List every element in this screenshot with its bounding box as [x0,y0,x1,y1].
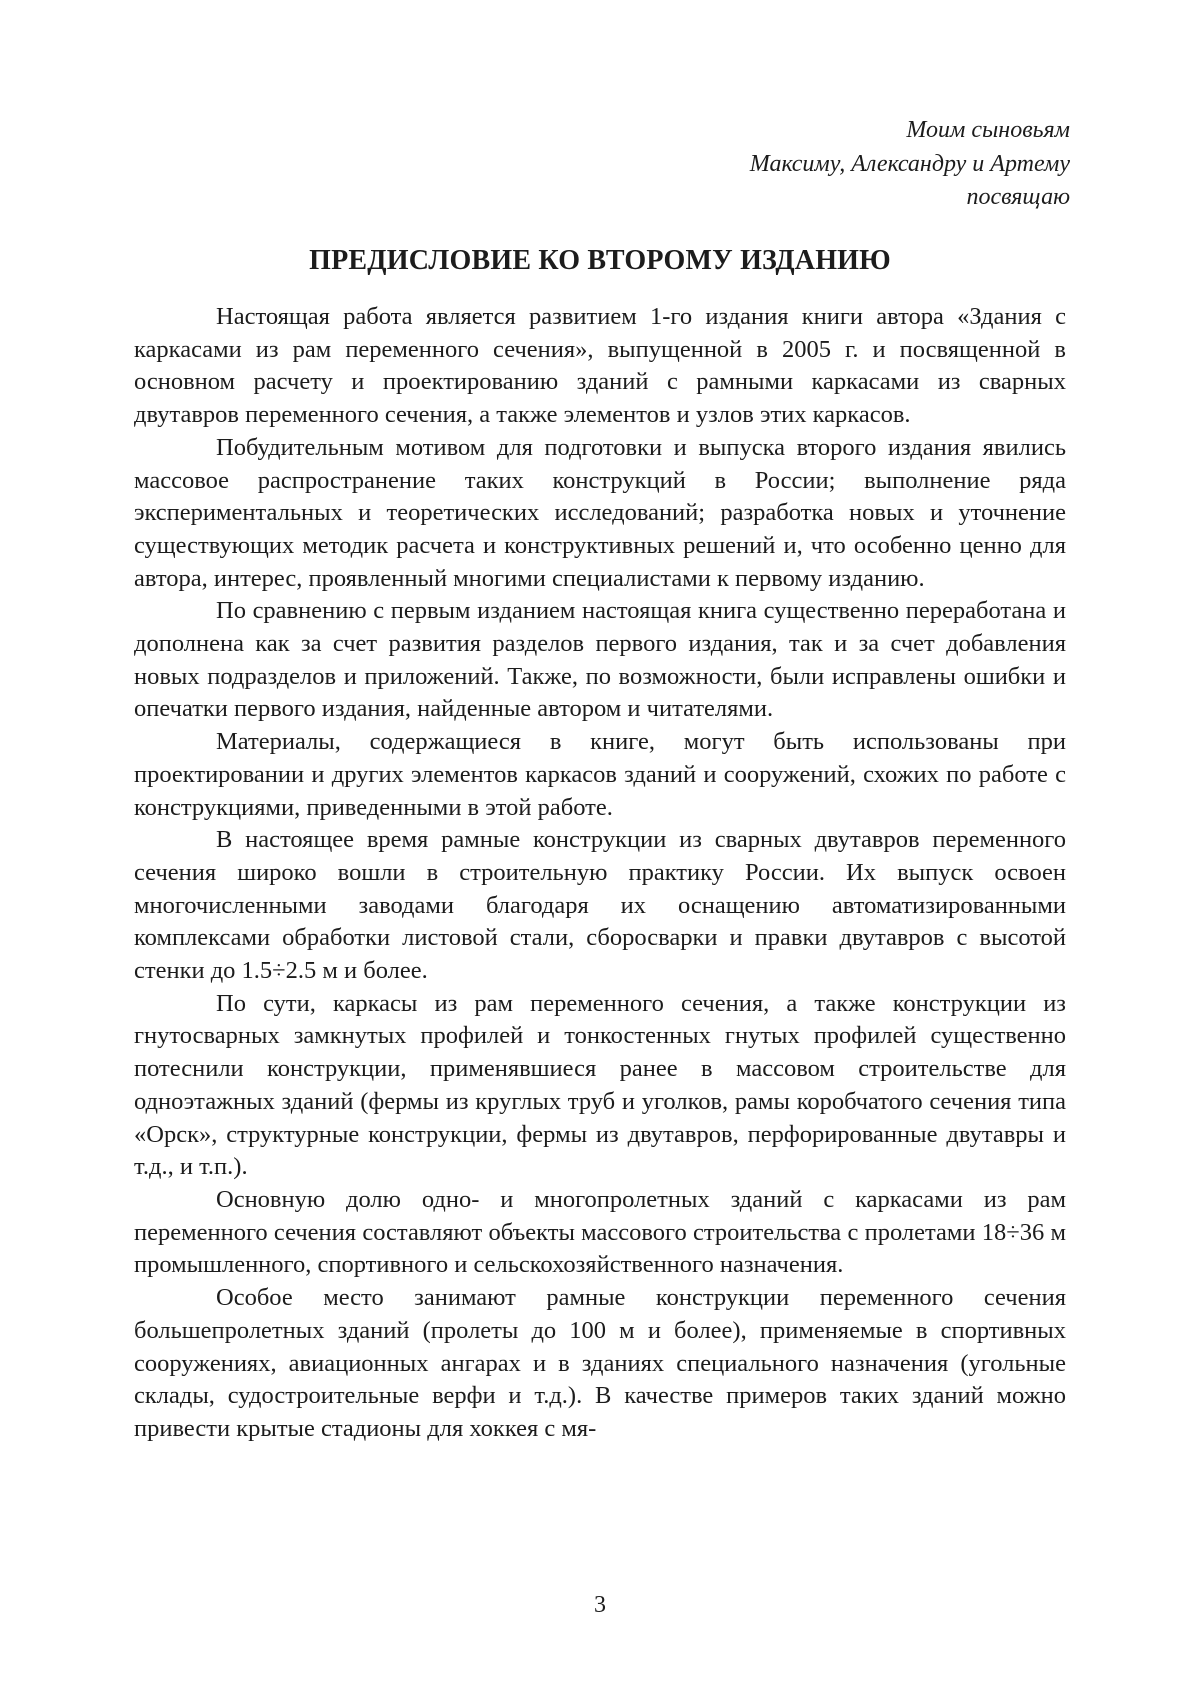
paragraph: Настоящая работа является развитием 1-го издания книги автора «Здания с каркасами из рам переменного сечения», выпущенной в 2005 г. и посвященной в основном расчету и проектированию зданий с рамными каркасами из сварных двутавров переменного сечения, а также элементов и узлов этих каркасов. [134,303,1066,429]
body-text [134,301,1066,1446]
paragraph: Побудительным мотивом для подготовки и выпуска второго издания явились массовое распространение таких конструкций в России; выполнение ряда экспериментальных и теоретических исследований; разработка новых и уточнение существующих методик расчета и конструктивных решений и, что особенно ценно для автора, интерес, проявленный многими специалистами к первому изданию. [134,433,1066,592]
paragraph: По сравнению с первым изданием настоящая книга существенно переработана и дополнена как за счет развития разделов первого издания, так и за счет добавления новых подразделов и приложений. Также, по возможности, были исправлены ошибки и опечатки первого издания, найденные автором и читателями. [134,597,1066,723]
paragraph: Основную долю одно- и многопролетных зданий с каркасами из рам переменного сечения составляют объекты массового строительства с пролетами 18÷36 м промышленного, спортивного и сельскохозяйственного назначения. [134,1185,1066,1279]
page-title: ПРЕДИСЛОВИЕ КО ВТОРОМУ ИЗДАНИЮ [309,245,891,276]
dedication-line: Максиму, Александру и Артему [749,150,1070,177]
dedication-line: Моим сыновьям [906,117,1070,143]
paragraph: По сути, каркасы из рам переменного сечения, а также конструкции из гнутосварных замкнутых профилей и тонкостенных гнутых профилей существенно потеснили конструкции, применявшиеся ранее в массовом строительстве для одноэтажных зданий (фермы из круглых труб и уголков, рамы коробчатого сечения типа «Орск», структурные конструкции, фермы из двутавров, перфорированные двутавры и т.д., и т.п.). [134,989,1066,1181]
page-number: 3 [594,1592,606,1618]
dedication [750,114,1070,215]
paragraph: Материалы, содержащиеся в книге, могут быть использованы при проектировании и других элементов каркасов зданий и сооружений, схожих по работе с конструкциями, приведенными в этой работе. [134,728,1066,821]
dedication-line: посвящаю [966,184,1070,210]
paragraph: В настоящее время рамные конструкции из сварных двутавров переменного сечения широко вошли в строительную практику России. Их выпуск освоен многочисленными заводами благодаря их оснащению автоматизированными комплексами обработки листовой стали, сборосварки и правки двутавров с высотой стенки до 1.5÷2.5 м и более. [134,826,1066,985]
paragraph: Особое место занимают рамные конструкции переменного сечения большепролетных зданий (пролеты до 100 м и более), применяемые в спортивных сооружениях, авиационных ангарах и в зданиях специального назначения (угольные склады, судостроительные верфи и т.д.). В качестве примеров таких зданий можно привести крытые стадионы для хоккея с мя- [134,1284,1066,1442]
